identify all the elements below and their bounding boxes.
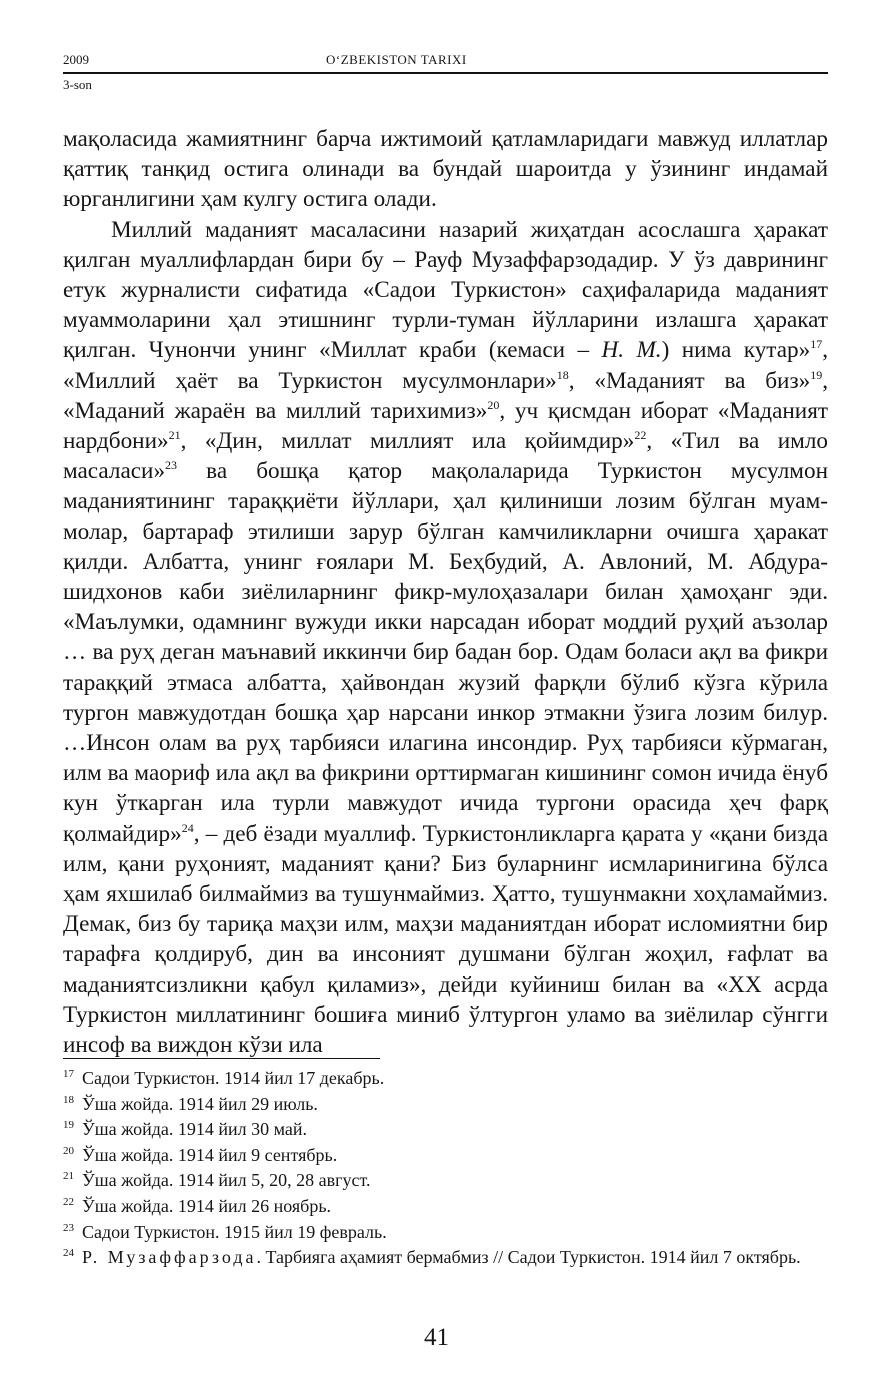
footnote-23 (63, 1220, 833, 1246)
paragraph-2-part-g: , «Дин, миллат миллият ила қойимдир» (180, 428, 635, 455)
footnote-24 (63, 1245, 833, 1271)
footnote-ref-19: 19 (810, 367, 823, 382)
page-number: 41 (424, 1324, 449, 1351)
footnote-20 (63, 1143, 833, 1169)
footnote-text: Ўша жойда. 1914 йил 30 май. (82, 1119, 307, 1140)
footnote-22 (63, 1194, 833, 1220)
footnote-text: . Тарбияга аҳамият бермабмиз // Садои Туркистон. 1914 йил 7 октябрь. (256, 1247, 801, 1268)
paragraph-2-part-d: , «Маданият ва биз» (568, 367, 811, 394)
footnote-19 (63, 1117, 833, 1143)
footnote-18 (63, 1092, 833, 1118)
footnote-separator (63, 1058, 380, 1059)
paragraph-2-part-a: Миллий маданият масаласини назарий жиҳатдан асослашга ҳаракат қилган муаллифлардан бири бу – Рауф Музаффарзодадир. У ўз даврининг етук журналисти сифатида «Садои Туркистон» саҳифаларида маданият муаммоларини ҳал этишнинг турли-туман йўлларини излашга ҳаракат қилган. Чунончи унинг «Миллат краби (кемаси – (63, 216, 828, 364)
footnote-ref-20: 20 (487, 397, 500, 412)
paragraph-2 (63, 215, 828, 1061)
article-body (63, 124, 828, 1060)
footnote-ref-22: 22 (634, 428, 647, 443)
footnote-text: Садои Туркистон. 1915 йил 19 февраль. (82, 1221, 387, 1242)
footnote-ref-24: 24 (181, 820, 194, 835)
footnote-number: 21 (63, 1170, 74, 1183)
footnote-ref-18: 18 (556, 367, 569, 382)
paragraph-2-part-f: , уч қисмдан иборат «Маданият нардбони» (63, 397, 828, 455)
footnote-text: Ўша жойда. 1914 йил 9 сентябрь. (82, 1144, 338, 1165)
paragraph-2-part-e: , «Маданий жараён ва миллий тарихимиз» (63, 367, 828, 424)
footnote-17 (63, 1066, 833, 1092)
header-journal-title: O‘ZBEKISTON TARIXI (326, 52, 467, 67)
footnote-ref-23: 23 (165, 458, 178, 473)
paragraph-2-part-c: , «Миллий ҳаёт ва Туркистон мусулмонлари» (63, 337, 829, 394)
initials-italic: Н. М. (601, 337, 662, 364)
header-rule (63, 72, 828, 74)
footnote-number: 17 (63, 1068, 74, 1080)
footnote-text: Ўша жойда. 1914 йил 29 июль. (82, 1093, 318, 1114)
footnote-number: 22 (63, 1195, 74, 1208)
footnote-number: 24 (63, 1247, 74, 1260)
footnote-text: Ўша жойда. 1914 йил 26 ноябрь. (82, 1195, 332, 1216)
paragraph-2-part-j: , – деб ёзади муаллиф. Туркистонликларга қарата у «қани бизда илм, қани руҳоният, маданият қани? Биз буларнинг исмларинигина бўлса ҳам яхшилаб билмаймиз ва тушунмаймиз. Ҳатто, тушунмакни хоҳламаймиз. Демак, биз бу тариқа маҳзи илм, маҳзи маданиятдан иборат исломиятни бир тарафға қолдируб, дин ва инсоният душмани бўлган жоҳил, ғафлат ва маданиятсизликни қабул қиламиз», дейди куйиниш билан ва «XX асрда Туркистон миллатининг бошиға миниб ўлтургон уламо ва зиёлилар сўнгги инсоф ва виждон кўзи ила (63, 820, 828, 1059)
header-year: 2009 (63, 52, 89, 67)
footnote-number: 23 (63, 1221, 74, 1234)
footnote-number: 19 (63, 1119, 74, 1132)
footnote-number: 18 (63, 1093, 74, 1106)
paragraph-2-part-b: ) нима кутар» (661, 337, 811, 364)
footnote-text: Ўша жойда. 1914 йил 5, 20, 28 август. (82, 1170, 371, 1191)
footnote-21 (63, 1168, 833, 1194)
footnote-ref-21: 21 (168, 428, 181, 443)
footnote-number: 20 (63, 1144, 74, 1157)
footnotes (63, 1066, 833, 1271)
header-issue: 3-son (63, 77, 92, 92)
paragraph-2-part-i: ва бошқа қатор мақолаларида Туркистон мусулмон маданиятининг тараққиёти йўллари, ҳал қилиниши лозим бўлган муаммолар, бартараф этилиши зарур бўлган камчиликларни очишга ҳаракат қилди. Албатта, унинг ғоялари М. Беҳбудий, А. Авлоний, М. Абдурашидхонов каби зиёлиларнинг фикр-мулоҳазалари билан ҳамоҳанг эди. «Маълумки, одамнинг вужуди икки нарсадан иборат моддий руҳий аъзолар … ва руҳ деган маънавий иккинчи бир бадан бор. Одам боласи ақл ва фикри тараққий этмаса албатта, ҳайвондан жузий фарқли бўлиб кўзга кўрила тургон мавжудотдан бошқа ҳар нарсани инкор этмакни ўзига лозим билур. …Инсон олам ва руҳ тарбияси илагина инсондир. Руҳ тарбияси кўрмаган, илм ва маориф ила ақл ва фикрини орттирмаган кишининг сомон ичида ёнуб кун ўткарган ила турли мавжудот ичида тургони орасида ҳеч фарқ қолмайдир» (63, 458, 828, 847)
footnote-ref-17: 17 (810, 337, 823, 352)
paragraph-2-part-h: , «Тил ва имло масаласи» (63, 428, 828, 485)
paragraph-1: мақоласида жамиятнинг барча ижтимоий қатламларидаги мавжуд иллатлар қаттиқ танқид остига олинади ва бундай шароитда у ўзининг индамай юрганлигини ҳам кулгу остига олади. (63, 126, 828, 213)
footnote-text: Садои Туркистон. 1914 йил 17 декабрь. (82, 1068, 385, 1088)
footnote-author: Р. Музаффарзода (82, 1247, 257, 1268)
